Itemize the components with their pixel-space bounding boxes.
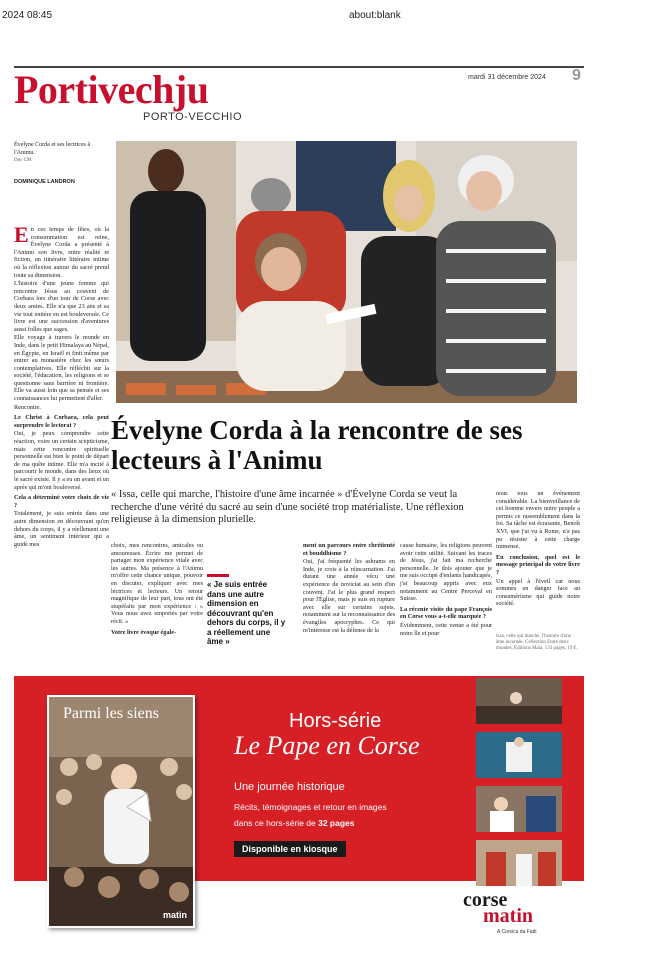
interview-question: Le Christ à Corbara, cela peut surprendre le lectorat ? — [14, 414, 109, 429]
ad-description-text: dans ce hors-série de — [234, 818, 319, 828]
paragraph: Rencontre. — [14, 403, 41, 411]
paragraph: Oui, j'ai fréquenté les ashrams en Inde, je crois à la réincarnation. J'ai durant une année vécu une expérience de noviciat au sein d'un couvent. J'ai le plus grand respect pour l'Église, mais je suis en rupture avec elle sur certains sujets, notamment sur la reconnaissance des évangiles apocryphes. Ce qui m'intéresse est la défense de la — [303, 558, 395, 634]
interview-question: Cela a déterminé votre choix de vie ? — [14, 494, 109, 509]
logo-matin: matin — [483, 905, 533, 927]
logo-tagline: A Corsica da Fatti — [497, 929, 537, 935]
paragraph: choix, mes rencontres, amicales ou amoureuses. Écrire me permet de partager mon expérience vitale avec les autres. Ma présence à l'Animu m'offre cette chance unique, pouvoir en discuter, expliquer avec mes lectrices et lecteurs. Un retour magnifique de leur part, tous ont été stupéfaits par mon expérience : « Vous nous avez emportés par votre récit. » — [111, 542, 203, 625]
pull-quote-bar — [207, 574, 229, 577]
paragraph: Oui, je peux comprendre cette réaction, voire un certain scepticisme, mais cette rencontre spirituelle personnelle est bien le point de départ de ma quête intime. Elle m'a incité à parcourir le monde, dans des lieux où le sacré existe. Il y a eu un avant et un après qui m'ont bouleversé. — [14, 430, 109, 491]
interview-question: La récente visite du pape François en Corse vous a-t-elle marquée ? — [400, 605, 492, 621]
paragraph-text: n ces temps de fêtes, où la consommation est reine, Évelyne Corda a présenté à l'Animu son livre, entre réalité et fiction, un itinéraire littéraire intime où la réflexion autour du sacré prend toute sa dimension. — [14, 226, 109, 279]
ad-thumbnail — [476, 732, 562, 778]
masthead-subtitle: PORTO-VECCHIO — [143, 111, 242, 123]
ad-title-line2: Le Pape en Corse — [234, 731, 420, 760]
article-column-3 — [303, 542, 395, 635]
article-photo-illustration — [116, 141, 577, 403]
paragraph: nous tous un événement considérable. La bienveillance de cet homme envers notre peuple a permis ce rassemblement dans la foi. Sa tâche est écrasante, Benoît XVI, que j'ai vu à Rome, n'a pas pu résister à cette charge immense. — [496, 490, 580, 551]
article-column-2 — [111, 542, 203, 637]
pull-quote-text: « Je suis entrée dans une autre dimension en découvrant qu'en dehors du corps, il y a réellement une âme » — [207, 580, 286, 646]
article-photo — [116, 141, 577, 403]
paragraph: cause humaine, les religions peuvent avoir cette utilité. Suivant les traces de Jésus, j'ai fait ma recherche personnelle. Je dois ajouter que je me suis occupé d'enfants handicapés, j'ai beaucoup appris avec eux notamment au Centre Perceval en Suisse. — [400, 542, 493, 603]
ad-thumbnail — [476, 678, 562, 724]
interview-question: En conclusion, quel est le message principal de votre livre ? — [496, 553, 580, 576]
page-number: 9 — [572, 67, 581, 84]
ad-title-line1: Hors-série — [289, 710, 382, 732]
ad-description-line2 — [234, 815, 464, 831]
pull-quote — [207, 574, 287, 647]
article-column-5 — [496, 490, 580, 609]
ad-thumbnail — [476, 786, 562, 832]
article-headline: Évelyne Corda à la rencontre de ses lecteurs à l'Animu — [111, 415, 523, 475]
ad-description-line1: Récits, témoignages et retour en images — [234, 802, 387, 812]
photo-caption — [14, 142, 104, 165]
article-column-1 — [14, 222, 109, 549]
article-column-4 — [400, 542, 492, 638]
paragraph: Évidemment, cette venue a été pour notre île et pour — [400, 621, 492, 637]
ad-description — [234, 799, 464, 831]
paragraph: L'histoire d'une jeune femme qui rencontre Jésus au couvent de Corbara lors d'un tour de Corse avec deux amies. Elle n'a que 23 ans et sa vie tout entière en est bouleversée. Ce livre est une succession d'aventures aussi folles que sages. — [14, 280, 109, 333]
article-standfirst: « Issa, celle qui marche, l'histoire d'une âme incarnée » d'Évelyne Corda se veut la recherche d'une vérité du sacré au sein d'une société trop matérialiste. Une réflexion religieuse à la dimension plurielle. — [111, 489, 464, 525]
page-date: mardi 31 décembre 2024 — [468, 74, 546, 81]
caption-text: Évelyne Corda et ses lectrices à l'Animu. — [14, 142, 91, 156]
paragraph: Totalement, je suis entrée dans une autre dimension en découvrant qu'en dehors du corps, il y a réellement une âme, un sentiment intérieur qui a guidé mes — [14, 510, 109, 548]
corse-matin-logo — [463, 889, 533, 927]
paragraph: Un appel à l'éveil car nous sommes en danger face au consumérisme qui guide notre société. — [496, 577, 580, 608]
ad-cta-button[interactable]: Disponible en kiosque — [234, 841, 346, 857]
magazine-cover — [47, 695, 195, 928]
dropcap: E — [14, 222, 29, 247]
magazine-title: Parmi les siens — [63, 705, 159, 722]
magazine-logo: matin — [162, 910, 187, 920]
ad-thumbnails — [476, 678, 562, 894]
interview-question: ment un parcours entre chrétienté et bouddhisme ? — [303, 542, 395, 557]
ad-description-pages: 32 pages — [318, 818, 355, 828]
interview-question: Votre livre évoque égale- — [111, 628, 177, 636]
magazine-cover-photo — [49, 697, 195, 928]
print-url: about:blank — [349, 10, 401, 21]
browser-bar — [0, 0, 648, 24]
paragraph — [14, 222, 109, 279]
paragraph: Elle voyage à travers le monde en Inde, dans le petit Himalaya au Népal, en Égypte, en Israël et finit même par entrer au monastère chez les sœurs contemplatives. Elle réfléchit sur la société, l'éducation, les religions et se questionne sans barrière ni frontière. Elle va aussi loin que sa pensée et ses connaissances lui permettent d'aller. — [14, 334, 109, 403]
ad-thumbnail — [476, 840, 562, 886]
ad-subtitle: Une journée historique — [234, 781, 345, 793]
logo-corse: corse — [463, 889, 508, 911]
byline: DOMINIQUE LANDRON — [14, 179, 75, 185]
masthead-title: Portivechju — [14, 67, 209, 112]
print-timestamp: 2024 08:45 — [2, 10, 53, 21]
caption-credit: Doc CM — [14, 158, 32, 163]
book-credit: Issa, celle qui marche, l'histoire d'une âme incarnée. Collection Entre deux mondes, Éditions Maïa, 133 pages, 19 €. — [496, 634, 578, 651]
